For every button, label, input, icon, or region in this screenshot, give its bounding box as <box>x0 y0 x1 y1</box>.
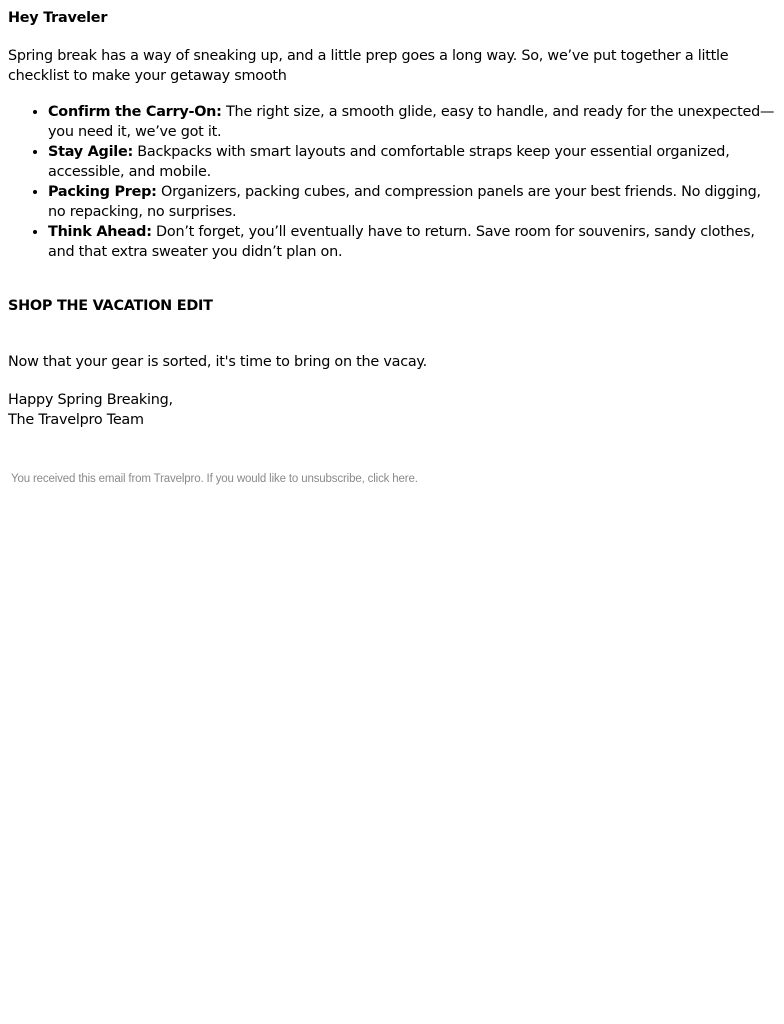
closing-paragraph: Now that your gear is sorted, it's time to bring on the vacay. <box>8 354 427 370</box>
checklist-item-title: Packing Prep: <box>48 184 157 200</box>
checklist-item-title: Stay Agile: <box>48 144 133 160</box>
email-footer <box>8 472 776 486</box>
checklist-item-text: The right size, a smooth glide, easy to handle, and ready for the unexpected—you need it, we’ve got it. <box>48 104 775 140</box>
checklist-item-think-ahead <box>48 222 776 262</box>
shop-vacation-edit-link[interactable]: SHOP THE VACATION EDIT <box>8 298 213 314</box>
travel-checklist <box>8 102 776 262</box>
greeting: Hey Traveler <box>8 10 108 26</box>
footer-text-end: . <box>414 473 418 485</box>
checklist-item-text: Organizers, packing cubes, and compression panels are your best friends. No digging, no repacking, no surprises. <box>48 184 761 220</box>
signoff <box>8 390 776 430</box>
checklist-item-text: Backpacks with smart layouts and comfortable straps keep your essential organized, accessible, and mobile. <box>48 144 730 180</box>
footer-text: You received this email from Travelpro. If you would like to unsubscribe, <box>11 473 368 485</box>
signoff-line-1: Happy Spring Breaking, <box>8 392 173 408</box>
unsubscribe-link[interactable]: click here <box>367 473 415 485</box>
signoff-line-2: The Travelpro Team <box>8 412 144 428</box>
checklist-item-title: Confirm the Carry-On: <box>48 104 222 120</box>
checklist-item-title: Think Ahead: <box>48 224 152 240</box>
checklist-item-stay-agile <box>48 142 776 182</box>
checklist-item-carry-on <box>48 102 776 142</box>
checklist-item-text: Don’t forget, you’ll eventually have to return. Save room for souvenirs, sandy clothes, and that extra sweater you didn’t plan on. <box>48 224 755 260</box>
checklist-item-packing-prep <box>48 182 776 222</box>
email-body <box>0 0 784 486</box>
intro-paragraph: Spring break has a way of sneaking up, and a little prep goes a long way. So, we’ve put together a little checklist to make your getaway smooth <box>8 48 729 84</box>
